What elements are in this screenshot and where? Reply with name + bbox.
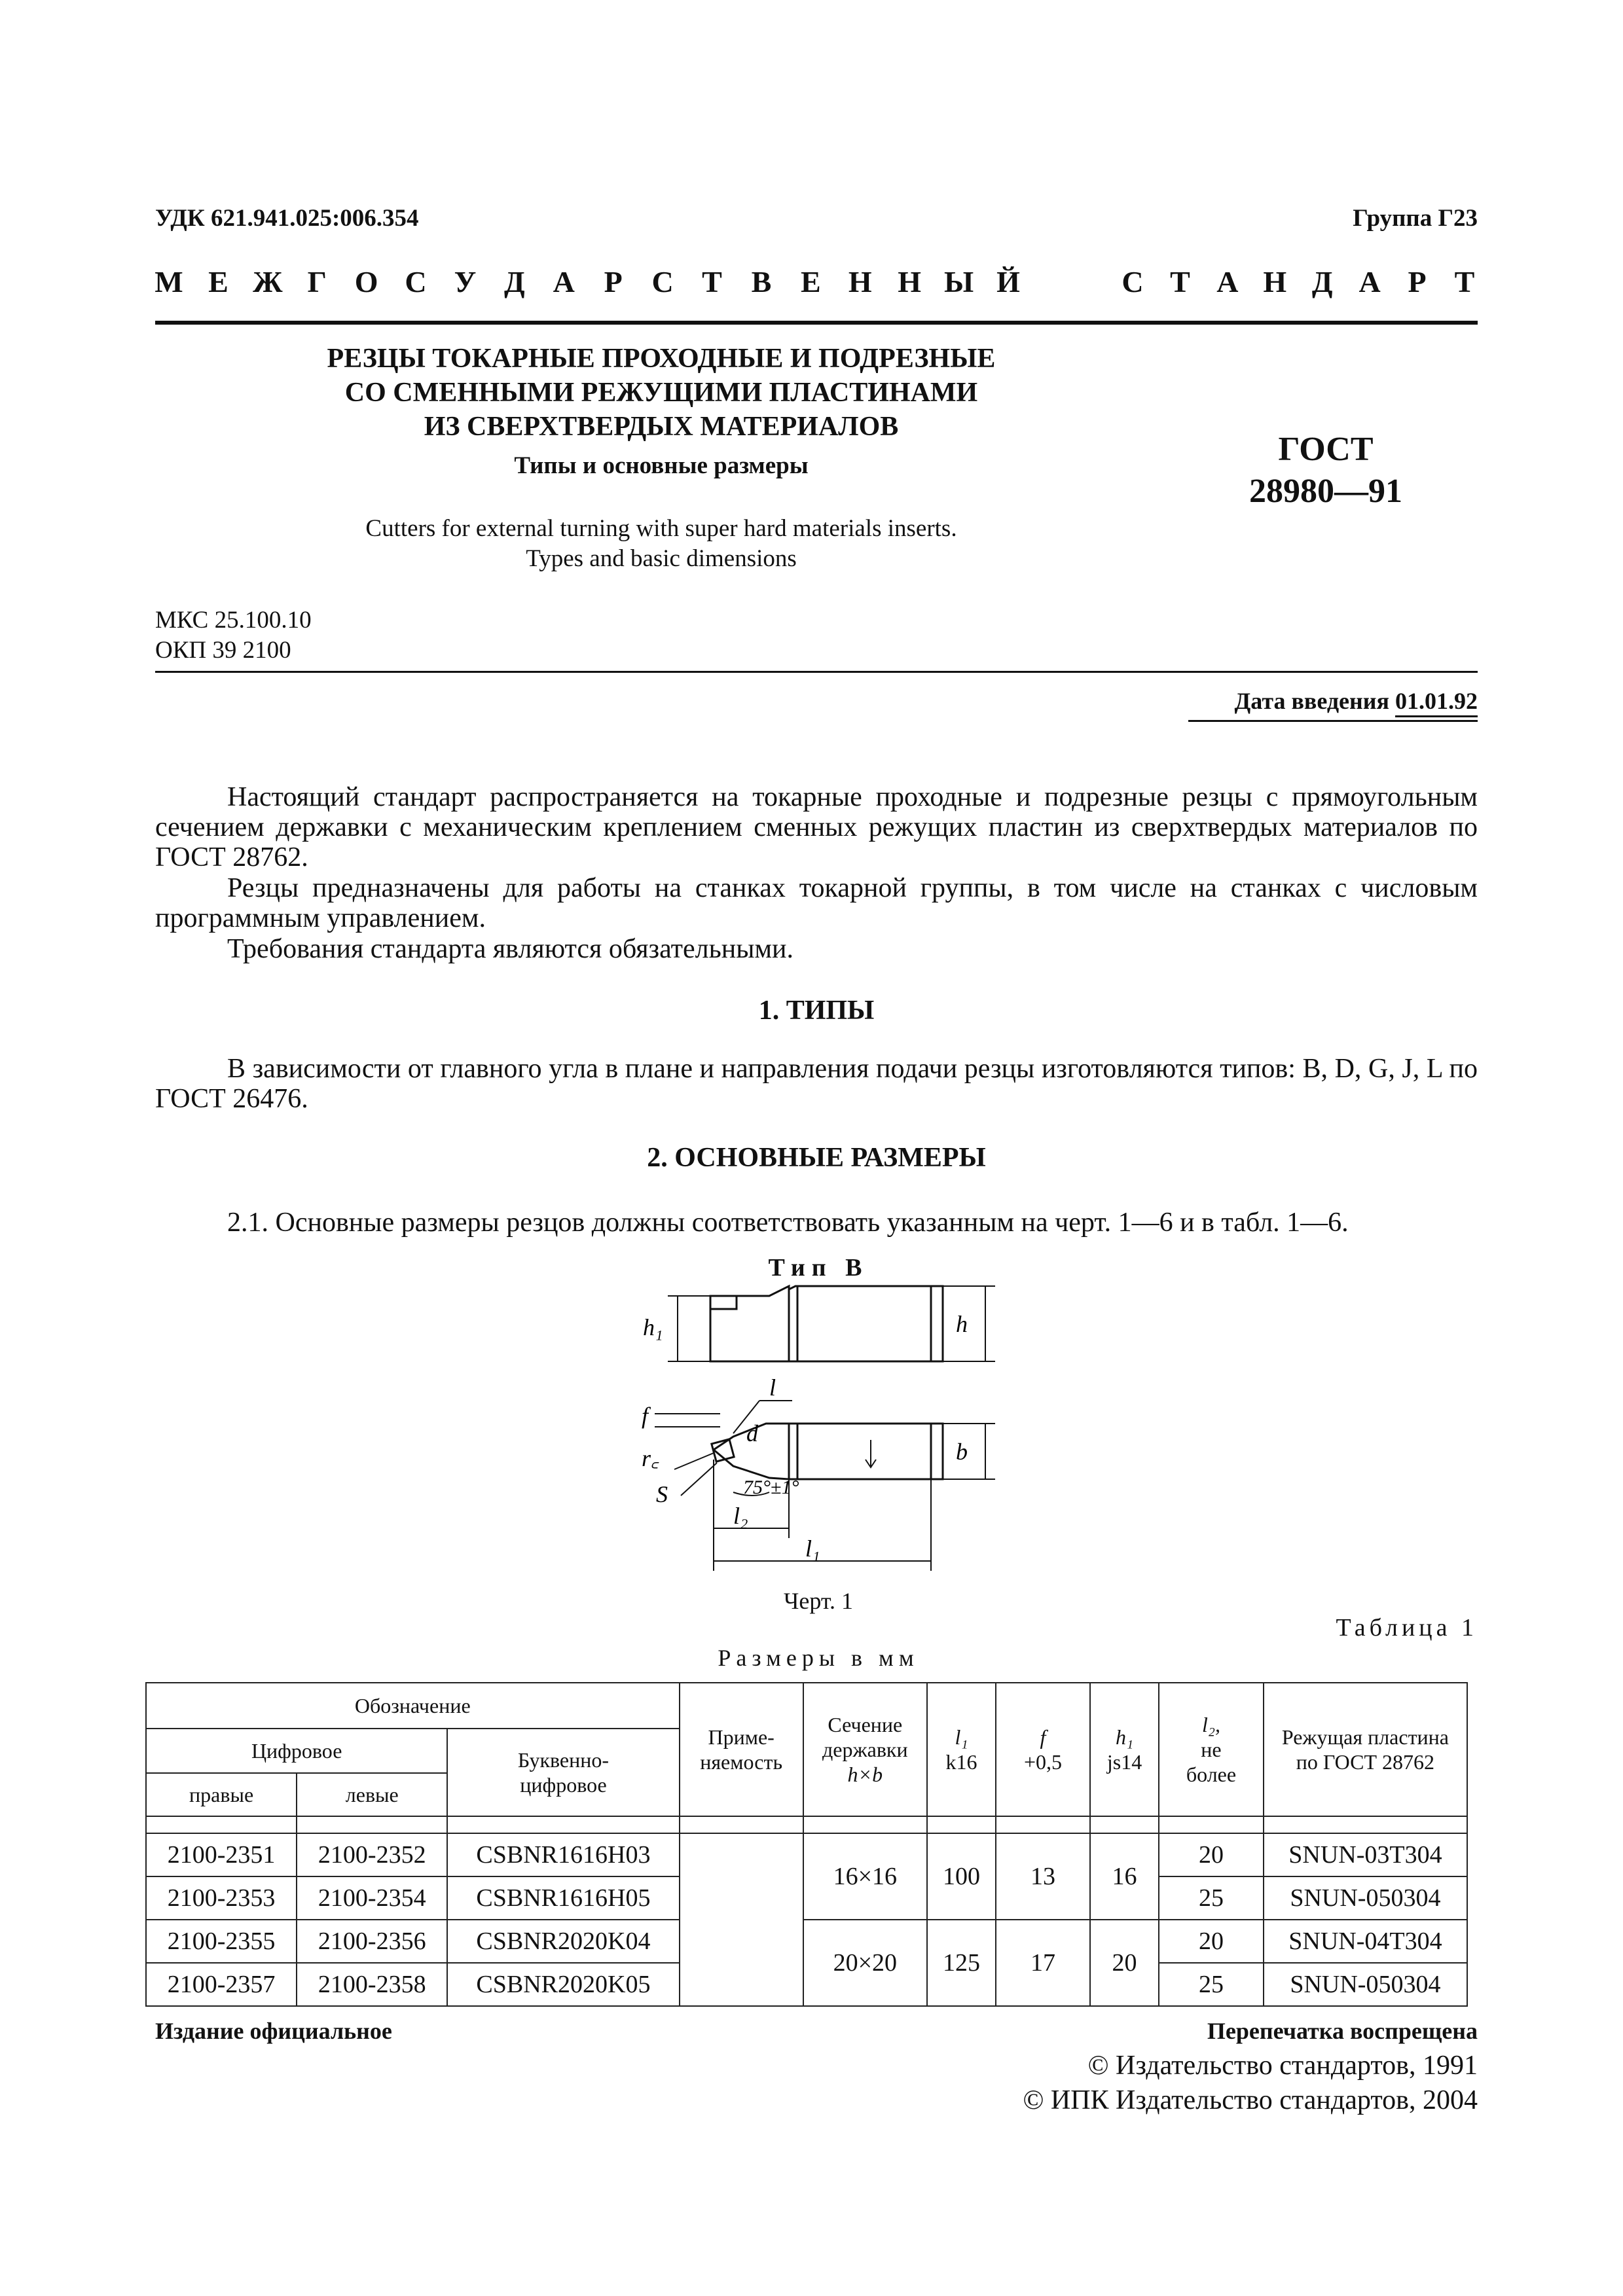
standard-letter: Р [1408, 265, 1427, 298]
standard-letter: А [1216, 265, 1239, 298]
cell-right: 2100-2351 [146, 1833, 297, 1876]
header-f-l1: f [1040, 1725, 1046, 1749]
document-title [196, 342, 1126, 444]
group-code: Группа Г23 [1353, 205, 1478, 232]
gap-cell [146, 1816, 297, 1833]
header-right: правые [146, 1773, 297, 1816]
header-applicability [680, 1683, 803, 1816]
header-l2-l3: более [1186, 1763, 1237, 1786]
okp-code: ОКП 39 2100 [155, 637, 291, 664]
label-d: d [746, 1420, 758, 1446]
intro-paragraph-1: Настоящий стандарт распространяется на токарные проходные и подрезные резцы с прямоугольным сечением державки с механическим креплением сменных режущих пластин из сверхтвердых материалов по ГОСТ 28762. [155, 782, 1478, 872]
header-numeric: Цифровое [146, 1729, 447, 1773]
label-f: f [642, 1403, 649, 1429]
cell-code: CSBNR1616H05 [447, 1876, 679, 1920]
cell-l2: 25 [1159, 1963, 1264, 2006]
label-h: h [956, 1311, 968, 1337]
gap-cell [803, 1816, 927, 1833]
title-line-1: РЕЗЦЫ ТОКАРНЫЕ ПРОХОДНЫЕ И ПОДРЕЗНЫЕ [327, 344, 996, 374]
header-section-l1: Сечение [828, 1713, 903, 1736]
header-insert-l1: Режущая пластина [1281, 1725, 1449, 1749]
section-1-heading: 1. ТИПЫ [758, 996, 875, 1026]
figure-caption: Черт. 1 [784, 1588, 853, 1614]
document-subtitle: Типы и основные размеры [514, 452, 809, 479]
classification-codes [155, 605, 312, 666]
cell-applicability [680, 1833, 803, 2006]
header-l2 [1159, 1683, 1264, 1816]
gap-cell [996, 1816, 1090, 1833]
cell-l2: 25 [1159, 1876, 1264, 1920]
s-leader [681, 1463, 717, 1496]
gap-cell [1264, 1816, 1467, 1833]
section-2-heading: 2. ОСНОВНЫЕ РАЗМЕРЫ [647, 1143, 986, 1173]
intro-paragraph-3: Требования стандарта являются обязательными. [227, 934, 794, 964]
header-applicability-l1: Приме- [708, 1725, 775, 1749]
standard-letter: Т [1170, 265, 1190, 298]
header-insert-l2: по ГОСТ 28762 [1296, 1750, 1435, 1774]
cell-l2: 20 [1159, 1920, 1264, 1963]
gap-cell [1159, 1816, 1264, 1833]
effective-date-value: 01.01.92 [1395, 688, 1478, 717]
standard-letter: Н [1263, 265, 1287, 298]
title-line-2: СО СМЕННЫМИ РЕЖУЩИМИ ПЛАСТИНАМИ [344, 378, 978, 408]
date-rule [1188, 720, 1478, 722]
official-edition: Издание официальное [155, 2018, 392, 2044]
cell-code: CSBNR2020K04 [447, 1920, 679, 1963]
copyright-2004: © ИПК Издательство стандартов, 2004 [1023, 2085, 1478, 2115]
interstate-letter: В [751, 265, 772, 298]
standard-letter: А [1359, 265, 1381, 298]
type-b-cutter-drawing [629, 1270, 1008, 1584]
label-b: b [956, 1439, 968, 1465]
header-l2-l1: l₂, [1201, 1713, 1220, 1736]
cell-h1: 16 [1090, 1833, 1159, 1920]
table-row [146, 1920, 1467, 1963]
interstate-letter: Е [208, 265, 228, 298]
rc-leader [674, 1453, 714, 1469]
header-h1-l1: h₁ [1115, 1725, 1134, 1749]
cell-left: 2100-2358 [297, 1963, 447, 2006]
english-title [196, 514, 1126, 574]
cell-insert: SNUN-04T304 [1264, 1920, 1467, 1963]
interstate-letter: Ж [253, 265, 283, 298]
cell-code: CSBNR2020K05 [447, 1963, 679, 2006]
english-title-line-1: Cutters for external turning with super hard materials inserts. [365, 515, 957, 542]
table-label: Таблица 1 [1336, 1614, 1478, 1641]
header-l1 [927, 1683, 996, 1816]
interstate-letter: Н [848, 265, 872, 298]
holder-side-view [710, 1286, 943, 1361]
interstate-letter: Ы [943, 265, 974, 298]
cell-insert: SNUN-050304 [1264, 1963, 1467, 2006]
table-row [146, 1833, 1467, 1876]
type-b-label: Тип B [768, 1254, 869, 1282]
header-section-l3: h×b [847, 1763, 883, 1786]
reprint-prohibited: Перепечатка воспрещена [1207, 2018, 1478, 2044]
header-left: левые [297, 1773, 447, 1816]
header-gap-row [146, 1816, 1467, 1833]
top-rule [155, 321, 1478, 325]
cell-section: 20×20 [803, 1920, 927, 2006]
table-1 [145, 1682, 1468, 2007]
label-l: l [769, 1374, 776, 1401]
cell-l1: 100 [927, 1833, 996, 1920]
header-section-l2: державки [822, 1738, 908, 1761]
gap-cell [927, 1816, 996, 1833]
cell-right: 2100-2353 [146, 1876, 297, 1920]
gost-label: ГОСТ [1278, 431, 1374, 468]
cell-right: 2100-2357 [146, 1963, 297, 2006]
label-l1: l₁ [805, 1535, 820, 1562]
label-l2: l₂ [733, 1503, 748, 1529]
header-h1-l2: js14 [1106, 1750, 1142, 1774]
cell-left: 2100-2352 [297, 1833, 447, 1876]
copyright-1991: © Издательство стандартов, 1991 [1087, 2051, 1478, 2081]
interstate-letter: С [405, 265, 427, 298]
header-f [996, 1683, 1090, 1816]
mks-code: МКС 25.100.10 [155, 607, 312, 634]
interstate-letter: А [553, 265, 575, 298]
interstate-letter: У [454, 265, 477, 298]
gost-code: 28980—91 [1249, 473, 1402, 510]
effective-date-label: Дата введения [1234, 688, 1389, 714]
header-alnum-l1: Буквенно- [517, 1748, 610, 1772]
standard-letter: Д [1311, 265, 1333, 298]
interstate-letter: М [155, 265, 183, 298]
gap-cell [297, 1816, 447, 1833]
cell-insert: SNUN-03T304 [1264, 1833, 1467, 1876]
codes-rule [155, 671, 1478, 673]
header-section [803, 1683, 927, 1816]
label-angle: 75°±1° [743, 1477, 799, 1498]
udk-code: УДК 621.941.025:006.354 [155, 205, 419, 232]
cell-left: 2100-2354 [297, 1876, 447, 1920]
cell-left: 2100-2356 [297, 1920, 447, 1963]
cell-right: 2100-2355 [146, 1920, 297, 1963]
interstate-letter: Д [504, 265, 525, 298]
cell-section: 16×16 [803, 1833, 927, 1920]
english-title-line-2: Types and basic dimensions [526, 545, 797, 572]
header-f-l2: +0,5 [1023, 1750, 1063, 1774]
gap-cell [447, 1816, 679, 1833]
section-1-text: В зависимости от главного угла в плане и направления подачи резцы изготовляются типов: B, D, G, J, L по ГОСТ 26476. [155, 1054, 1478, 1114]
title-line-3: ИЗ СВЕРХТВЕРДЫХ МАТЕРИАЛОВ [424, 412, 899, 442]
header-l1-l2: k16 [945, 1750, 977, 1774]
gap-cell [1090, 1816, 1159, 1833]
header-l2-l2: не [1201, 1738, 1222, 1761]
interstate-letter: С [651, 265, 674, 298]
cell-l1: 125 [927, 1920, 996, 2006]
interstate-letter: Й [996, 265, 1020, 298]
interstate-letter: Г [307, 265, 327, 298]
gap-cell [680, 1816, 803, 1833]
standard-letter: Т [1454, 265, 1475, 298]
cell-f: 17 [996, 1920, 1090, 2006]
interstate-letter: Т [702, 265, 722, 298]
interstate-letter: О [354, 265, 378, 298]
standard-letter: С [1122, 265, 1144, 298]
header-designation: Обозначение [146, 1683, 680, 1729]
header-alnum-l2: цифровое [520, 1773, 607, 1797]
header-alnum [447, 1729, 679, 1816]
cell-code: CSBNR1616H03 [447, 1833, 679, 1876]
label-h1: h₁ [643, 1314, 663, 1340]
cell-l2: 20 [1159, 1833, 1264, 1876]
interstate-letter: Е [801, 265, 821, 298]
cell-insert: SNUN-050304 [1264, 1876, 1467, 1920]
section-2-text: 2.1. Основные размеры резцов должны соответствовать указанным на черт. 1—6 и в табл. 1—6. [227, 1208, 1349, 1238]
table-units: Размеры в мм [718, 1645, 919, 1671]
header-insert [1264, 1683, 1467, 1816]
label-rc: r꜀ [642, 1445, 659, 1471]
interstate-letter: Н [898, 265, 922, 298]
gost-number [1178, 429, 1473, 512]
intro-paragraph-2: Резцы предназначены для работы на станках токарной группы, в том числе на станках с числовым программным управлением. [155, 873, 1478, 933]
insert-pocket-side [710, 1296, 737, 1309]
cell-h1: 20 [1090, 1920, 1159, 2006]
label-s: S [656, 1481, 668, 1507]
interstate-letter: Р [604, 265, 623, 298]
header-applicability-l2: няемость [700, 1750, 783, 1774]
header-h1 [1090, 1683, 1159, 1816]
cell-f: 13 [996, 1833, 1090, 1920]
effective-date [1235, 687, 1478, 715]
header-l1-l1: l₁ [955, 1725, 968, 1749]
